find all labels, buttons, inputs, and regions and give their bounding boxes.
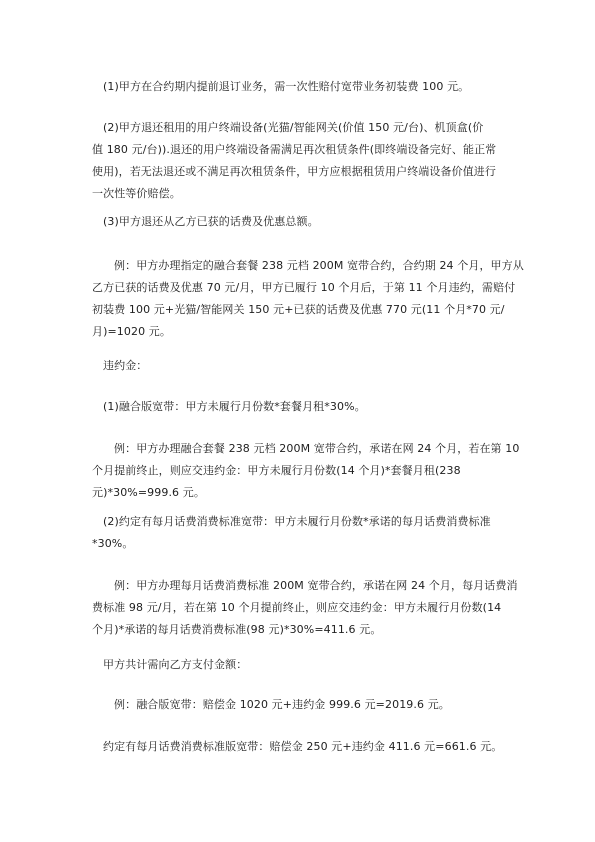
section-heading-penalty bbox=[92, 355, 512, 377]
clause-fusion-broadband bbox=[92, 396, 512, 418]
paragraph-line: 个月)*承诺的每月话费消费标准(98 元)*30%=411.6 元。 bbox=[92, 623, 382, 636]
paragraph-line: (2)甲方退还租用的用户终端设备(光猫/智能网关(价值 150 元/台)、机顶盒(价 bbox=[103, 121, 484, 134]
paragraph-line: 值 180 元/台)).退还的用户终端设备需满足再次租赁条件(即终端设备完好、能正常 bbox=[92, 143, 497, 156]
paragraph-line: 元)*30%=999.6 元。 bbox=[92, 486, 205, 499]
paragraph-line: 约定有每月话费消费标准版宽带：赔偿金 250 元+违约金 411.6 元=661.6 元。 bbox=[103, 740, 503, 753]
paragraph-line: (1)甲方在合约期内提前退订业务，需一次性赔付宽带业务初装费 100 元。 bbox=[103, 80, 470, 93]
paragraph-line: 违约金： bbox=[103, 359, 148, 372]
paragraph-line: (1)融合版宽带：甲方未履行月份数*套餐月租*30%。 bbox=[103, 400, 366, 413]
example-total-monthly-standard bbox=[92, 736, 512, 758]
paragraph-line: 一次性等价赔偿。 bbox=[92, 187, 181, 200]
paragraph-line: (2)约定有每月话费消费标准宽带：甲方未履行月份数*承诺的每月话费消费标准 bbox=[103, 515, 491, 528]
clause-monthly-standard-broadband bbox=[92, 511, 512, 555]
section-heading-total bbox=[92, 654, 512, 676]
paragraph-line: 使用)，若无法退还或不满足再次租赁条件，甲方应根据租赁用户终端设备价值进行 bbox=[92, 165, 496, 178]
paragraph-line: 例：融合版宽带：赔偿金 1020 元+违约金 999.6 元=2019.6 元。 bbox=[114, 698, 450, 711]
paragraph-line: 初装费 100 元+光猫/智能网关 150 元+已获的话费及优惠 770 元(11 个月*70 元/ bbox=[92, 303, 505, 316]
paragraph-line: 费标准 98 元/月，若在第 10 个月提前终止，则应交违约金：甲方未履行月份数(14 bbox=[92, 601, 502, 614]
paragraph-line: 乙方已获的话费及优惠 70 元/月，甲方已履行 10 个月后，于第 11 个月违约，需赔付 bbox=[92, 281, 516, 294]
paragraph-line: 例：甲方办理每月话费消费标准 200M 宽带合约，承诺在网 24 个月，每月话费消 bbox=[114, 579, 518, 592]
example-monthly-standard-penalty bbox=[92, 575, 518, 641]
example-fusion-penalty bbox=[92, 438, 520, 504]
paragraph-line: 例：甲方办理融合套餐 238 元档 200M 宽带合约，承诺在网 24 个月，若在第 10 bbox=[114, 442, 520, 455]
clause-early-termination bbox=[92, 76, 512, 98]
clause-equipment-return bbox=[92, 117, 512, 205]
example-total-fusion bbox=[92, 694, 512, 716]
paragraph-line: 甲方共计需向乙方支付金额： bbox=[103, 658, 248, 671]
clause-refund-discounts bbox=[92, 211, 512, 233]
paragraph-line: 月)=1020 元。 bbox=[92, 325, 171, 338]
paragraph-line: *30%。 bbox=[92, 537, 134, 550]
example-compensation bbox=[92, 255, 524, 343]
paragraph-line: 个月提前终止，则应交违约金：甲方未履行月份数(14 个月)*套餐月租(238 bbox=[92, 464, 461, 477]
paragraph-line: (3)甲方退还从乙方已获的话费及优惠总额。 bbox=[103, 215, 319, 228]
paragraph-line: 例：甲方办理指定的融合套餐 238 元档 200M 宽带合约，合约期 24 个月，甲方从 bbox=[114, 259, 524, 272]
